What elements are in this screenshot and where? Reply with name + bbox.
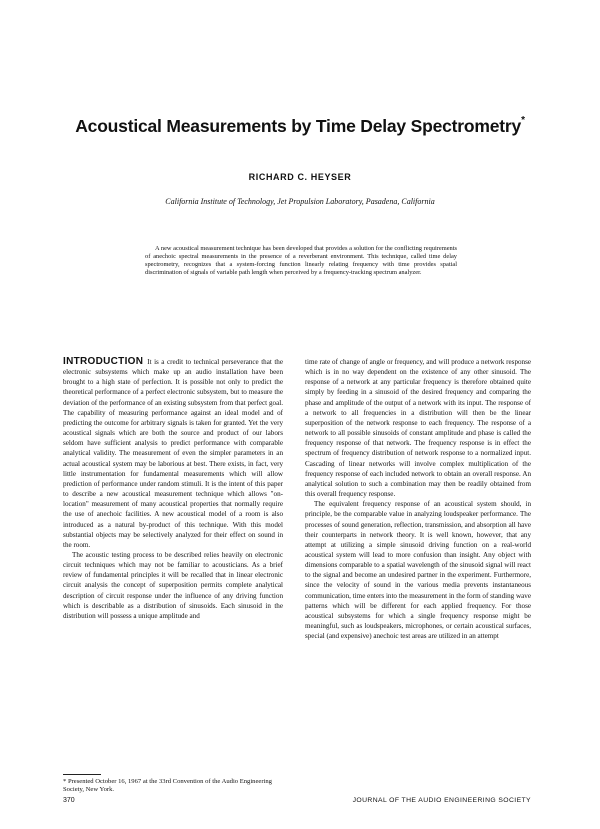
- body-column-right: [305, 357, 531, 641]
- author-affiliation: California Institute of Technology, Jet Propulsion Laboratory, Pasadena, California: [165, 197, 435, 206]
- paper-title: [40, 116, 560, 137]
- intro-paragraph-1: [63, 357, 283, 550]
- intro-paragraph-1-text: It is a credit to technical perseverance that the electronic subsystems which make up an audio installation have been brought to a high state of perfection. It is possible not only to predict the theoretical performance of a perfect electronic subsystem, but to measure the deviation of the performance of an existing subsystem from that perfect goal. The capability of measuring performance against an ideal model and of predicting the outcome for arbitrary signals is taken for granted. Yet the very acoustical signals which are both the source and product of our labors seldom have sufficient analysis to predict performance with comparable analytical validity. The measurement of even the simpler parameters in an actual acoustical system may be laborious at best. There exists, in fact, very little instrumentation for fundamental measurements which will allow prediction of performance under random stimuli. It is the intent of this paper to describe a new acoustical measurement technique which allows "on-location" measurement of many acoustical properties that normally require the use of anechoic facilities. A new acoustical model of a room is also introduced as a natural by-product of this technique. With this model substantial objects may be selectively analyzed for their effect on sound in the room.: [63, 358, 283, 549]
- right-paragraph-2: The equivalent frequency response of an acoustical system should, in principle, be the comparable value in analyzing loudspeaker performance. The processes of sound generation, reflection, transmission, and absorption all have their counterparts in network theory. It is well known, however, that any attempt at utilizing a simple sinusoid driving function on a real-world acoustical system will lead to more confusion than insight. Any object with dimensions comparable to a spatial wavelength of the sinusoid signal will react to the signal and become an undesired partner in the experiment. Furthermore, since the velocity of sound in the various media prevents instantaneous communication, time enters into the measurement in the form of standing wave patterns which will be different for each applied frequency. For those acoustical subsystems for which a single frequency response might be meaningful, such as loudspeakers, microphones, or certain acoustical surfaces, special (and expensive) anechoic test areas are utilized in an attempt: [305, 500, 531, 641]
- page-number: 370: [63, 797, 75, 804]
- right-paragraph-1: time rate of change of angle or frequency, and will produce a network response which is in no way dependent on the existence of any other sinusoid. The response of a network at any particular frequency is therefore obtained quite simply by feeding in a sinusoid of the desired frequency and comparing the phase and amplitude of the output of a network with its input. The response of a network to all frequencies in a distribution will then be the linear superposition of the network response to each frequency. The response of a network to all possible sinusoids of constant amplitude and phase is called the frequency response of that network. The frequency response is in effect the spectrum of frequency distribution of network response to a normalized input. Cascading of linear networks will involve complex multiplication of the frequency response of each included network to obtain an overall response. An analytical solution to such a combination may then be readily obtained from this overall frequency response.: [305, 358, 531, 499]
- section-heading-introduction: INTRODUCTION: [63, 356, 144, 367]
- abstract-text: A new acoustical measurement technique has been developed that provides a solution for the conflicting requirements of anechoic spectral measurements in the presence of a reverberant environment. This technique, called time delay spectrometry, recognizes that a system-forcing function linearly relating frequency with time provides spatial discrimination of signals of variable path length when perceived by a frequency-tracking spectrum analyzer.: [145, 245, 457, 276]
- body-column-left: [63, 357, 283, 621]
- author-name: RICHARD C. HEYSER: [248, 172, 352, 182]
- footnote-divider: [63, 774, 101, 775]
- title-footnote-mark: *: [521, 115, 525, 126]
- abstract: [145, 245, 457, 277]
- paper-title-text: Acoustical Measurements by Time Delay Spectrometry: [75, 116, 522, 136]
- intro-paragraph-2: The acoustic testing process to be described relies heavily on electronic circuit techniques which may not be familiar to acousticians. As a brief review of fundamental principles it will be recalled that in linear electronic circuit analysis the concept of superposition permits complete analytical description of circuit response under the influence of any driving function which is describable as a distribution of sinusoids. Each sinusoid in the distribution will possess a unique amplitude and: [63, 550, 283, 620]
- journal-name: JOURNAL OF THE AUDIO ENGINEERING SOCIETY: [352, 797, 531, 804]
- footnote: * Presented October 16, 1967 at the 33rd Convention of the Audio Engineering Society, New York.: [63, 778, 272, 794]
